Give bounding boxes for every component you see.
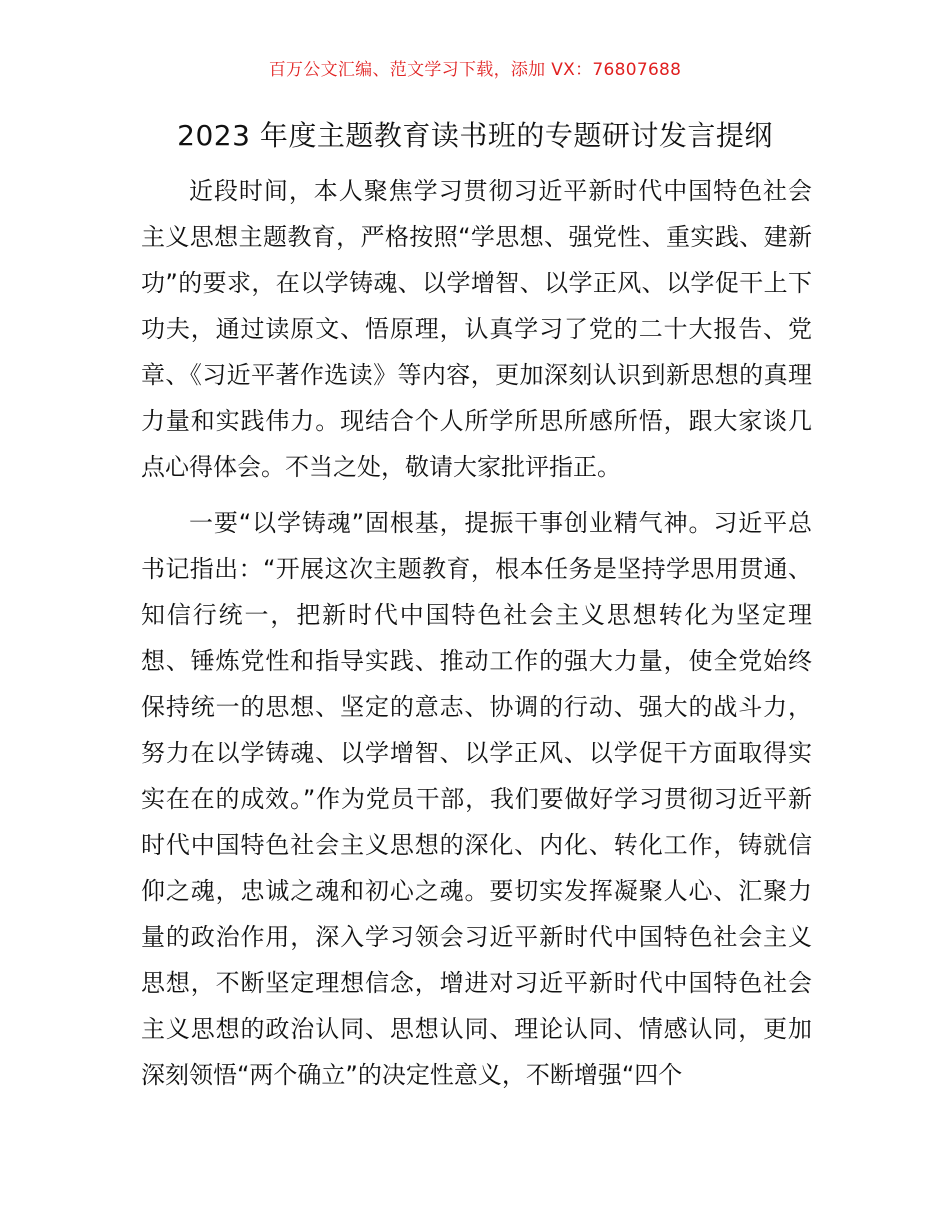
paragraph-intro: 近段时间，本人聚焦学习贯彻习近平新时代中国特色社会主义思想主题教育，严格按照“学思想、强党性、重实践、建新功”的要求，在以学铸魂、以学增智、以学正风、以学促干上下功夫，通过读原文、悟原理，认真学习了党的二十大报告、党章、《习近平著作选读》等内容，更加深刻认识到新思想的真理力量和实践伟力。现结合个人所学所思所感所悟，跟大家谈几点心得体会。不当之处，敬请大家批评指正。 (141, 177, 812, 481)
header-banner: 百万公文汇编、范文学习下载，添加 VX：76807688 (268, 60, 682, 80)
document-body (141, 168, 812, 1098)
paragraph-point-one: 一要“以学铸魂”固根基，提振干事创业精气神。习近平总书记指出：“开展这次主题教育，根本任务是坚持学思用贯通、知信行统一，把新时代中国特色社会主义思想转化为坚定理想、锤炼党性和指导实践、推动工作的强大力量，使全党始终保持统一的思想、坚定的意志、协调的行动、强大的战斗力，努力在以学铸魂、以学增智、以学正风、以学促干方面取得实实在在的成效。”作为党员干部，我们要做好学习贯彻习近平新时代中国特色社会主义思想的深化、内化、转化工作，铸就信仰之魂，忠诚之魂和初心之魂。要切实发挥凝聚人心、汇聚力量的政治作用，深入学习领会习近平新时代中国特色社会主义思想，不断坚定理想信念，增进对习近平新时代中国特色社会主义思想的政治认同、思想认同、理论认同、情感认同，更加深刻领悟“两个确立”的决定性意义，不断增强“四个 (141, 509, 812, 1089)
document-title: 2023 年度主题教育读书班的专题研讨发言提纲 (177, 119, 773, 152)
